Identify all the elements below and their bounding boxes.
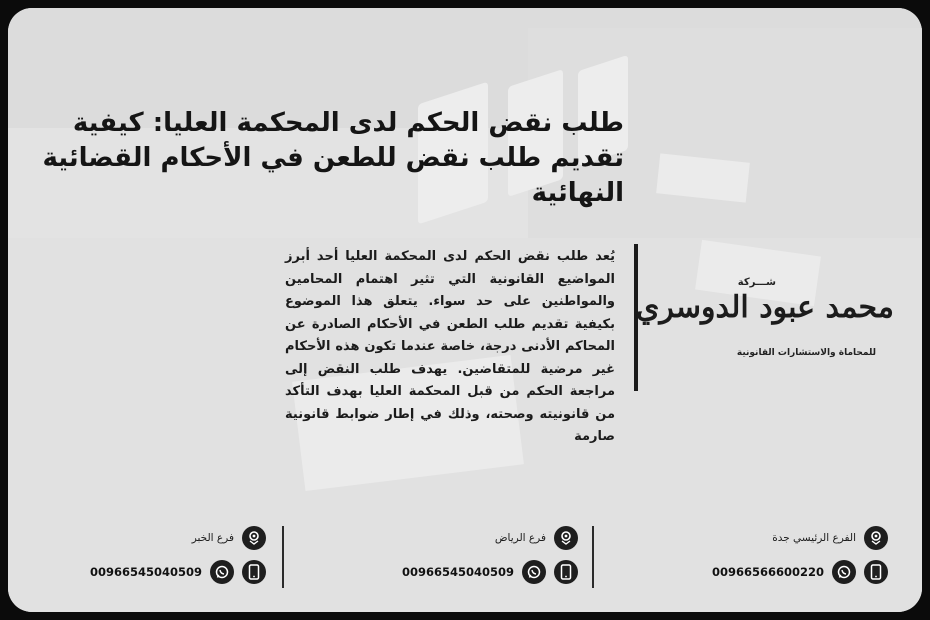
branch-name: الفرع الرئيسي جدة [772, 532, 856, 544]
whatsapp-icon[interactable] [210, 560, 234, 584]
mobile-phone-icon[interactable] [554, 560, 578, 584]
branch-separator [592, 526, 594, 588]
branch-khobar [76, 526, 266, 588]
whatsapp-icon[interactable] [832, 560, 856, 584]
branch-separator [282, 526, 284, 588]
branch-phone[interactable]: 00966545040509 [89, 565, 202, 579]
branch-name: فرع الرياض [494, 532, 546, 544]
logo-prefix: شـــركة [737, 277, 776, 288]
branch-jeddah [698, 526, 888, 588]
whatsapp-icon[interactable] [522, 560, 546, 584]
branch-phone[interactable]: 00966545040509 [401, 565, 514, 579]
article-title: طلب نقض الحكم لدى المحكمة العليا: كيفية تقديم طلب نقض للطعن في الأحكام القضائية النهائية [42, 108, 624, 208]
location-pin-icon [242, 526, 266, 550]
logo-tagline: للمحاماة والاستشارات القانونية [736, 348, 876, 358]
branch-phone[interactable]: 00966566600220 [711, 565, 824, 579]
logo-name: محمد عبود الدوسري [635, 290, 894, 325]
article-card [8, 8, 922, 612]
mobile-phone-icon[interactable] [242, 560, 266, 584]
branch-riyadh [388, 526, 578, 588]
branch-name: فرع الخبر [191, 532, 234, 544]
article-body: يُعد طلب نقض الحكم لدى المحكمة العليا أحد أبرز المواضيع القانونية التي تثير اهتمام المحامين والمواطنين على حد سواء. يتعلق هذا الموضوع بكيفية تقديم طلب الطعن في الأحكام الصادرة عن المحاكم الأدنى درجة، خاصة عندما تكون هذه الأحكام غير مرضية للمتقاضين. يهدف طلب النقض إلى مراجعة الحكم من قبل المحكمة العليا بهدف التأكد من قانونيته وصحته، وذلك في إطار ضوابط قانونية صارمة [285, 249, 615, 444]
company-logo [635, 274, 894, 364]
mobile-phone-icon[interactable] [864, 560, 888, 584]
location-pin-icon [554, 526, 578, 550]
location-pin-icon [864, 526, 888, 550]
